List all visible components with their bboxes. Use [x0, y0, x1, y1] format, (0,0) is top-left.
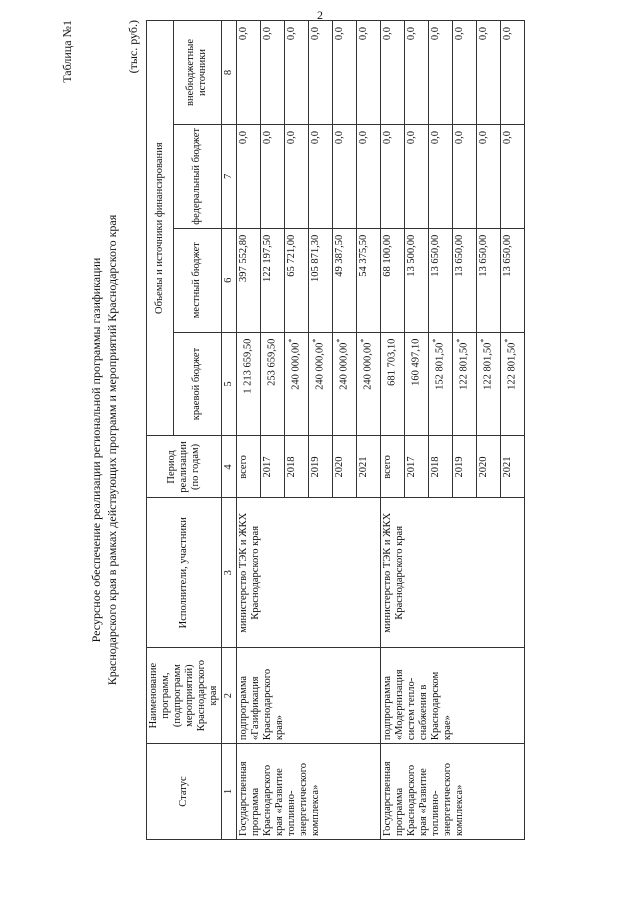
offbudget-cell — [357, 21, 381, 125]
footnote-asterisk: * — [479, 338, 488, 343]
offbudget-cell-value: 0,0 — [454, 27, 465, 41]
header-period: Период реализации (по годам) — [147, 436, 222, 498]
regional-budget-cell-value: 122 801,50 — [506, 342, 518, 390]
regional-budget-cell-value: 152 801,50 — [434, 342, 446, 390]
local-budget-cell — [381, 228, 405, 332]
column-number: 1 — [222, 744, 237, 840]
federal-budget-cell-value: 0,0 — [310, 130, 321, 145]
unit-label: (тыс. руб.) — [126, 20, 140, 74]
footnote-asterisk: * — [287, 338, 296, 343]
document-title — [88, 20, 120, 880]
table-row — [237, 21, 261, 840]
offbudget-cell — [477, 21, 501, 125]
federal-budget-cell — [357, 124, 381, 228]
period-cell-value: 2018 — [430, 456, 441, 478]
local-budget-cell — [237, 228, 261, 332]
period-cell-value: 2017 — [262, 456, 273, 478]
regional-budget-cell-value: 681 703,10 — [386, 338, 398, 386]
regional-budget-cell — [429, 332, 453, 436]
federal-budget-cell — [405, 124, 429, 228]
header-volumes: Объемы и источники финансирования — [147, 21, 174, 436]
offbudget-cell — [429, 21, 453, 125]
local-budget-cell — [501, 228, 525, 332]
offbudget-cell — [309, 21, 333, 125]
local-budget-cell-value: 54 375,50 — [358, 234, 369, 277]
column-number: 7 — [222, 124, 237, 228]
header-regional: краевой бюджет — [173, 332, 221, 436]
header-local: местный бюджет — [173, 228, 221, 332]
offbudget-cell-value: 0,0 — [406, 27, 417, 41]
offbudget-cell-value: 0,0 — [358, 27, 369, 41]
period-cell-value: 2018 — [286, 456, 297, 478]
footnote-asterisk: * — [503, 338, 512, 343]
offbudget-cell — [285, 21, 309, 125]
federal-budget-cell — [477, 124, 501, 228]
offbudget-cell-value: 0,0 — [262, 27, 273, 41]
offbudget-cell — [501, 21, 525, 125]
program-name-cell: подпрограмма «Модернизация систем тепло-снабжения в Краснодарском крае» — [381, 648, 525, 744]
column-number: 4 — [222, 436, 237, 498]
program-name-cell: подпрограмма «Газификация Краснодарского края» — [237, 648, 381, 744]
federal-budget-cell — [453, 124, 477, 228]
regional-budget-cell-value: 253 659,50 — [266, 338, 278, 386]
footnote-asterisk: * — [335, 338, 344, 343]
local-budget-cell — [261, 228, 285, 332]
local-budget-cell — [453, 228, 477, 332]
period-cell-value: всего — [382, 455, 393, 479]
page-number: 2 — [317, 8, 323, 22]
federal-budget-cell — [381, 124, 405, 228]
regional-budget-cell — [357, 332, 381, 436]
period-cell-value: 2017 — [406, 456, 417, 478]
local-budget-cell — [309, 228, 333, 332]
regional-budget-cell — [453, 332, 477, 436]
federal-budget-cell-value: 0,0 — [238, 130, 249, 145]
federal-budget-cell-value: 0,0 — [382, 130, 393, 145]
federal-budget-cell — [333, 124, 357, 228]
local-budget-cell — [429, 228, 453, 332]
footnote-asterisk: * — [431, 338, 440, 343]
period-cell — [309, 436, 333, 498]
footnote-asterisk: * — [311, 338, 320, 343]
local-budget-cell-value: 13 650,00 — [430, 234, 441, 277]
federal-budget-cell — [237, 124, 261, 228]
header-offbudget: внебюджетные источники — [173, 21, 221, 125]
period-cell — [285, 436, 309, 498]
local-budget-cell-value: 397 552,80 — [238, 234, 249, 283]
regional-budget-cell — [333, 332, 357, 436]
regional-budget-cell-value: 240 000,00 — [314, 342, 326, 390]
header-status: Статус — [147, 744, 222, 840]
regional-budget-cell-value: 240 000,00 — [362, 342, 374, 390]
title-line-1: Ресурсное обеспечение реализации региональной программы газификации — [89, 257, 103, 643]
regional-budget-cell — [477, 332, 501, 436]
period-cell — [237, 436, 261, 498]
federal-budget-cell-value: 0,0 — [478, 130, 489, 145]
footnote-asterisk: * — [359, 338, 368, 343]
federal-budget-cell — [501, 124, 525, 228]
local-budget-cell — [357, 228, 381, 332]
period-cell — [405, 436, 429, 498]
table-body — [237, 21, 525, 840]
status-cell: Государственная программа Краснодарского края «Развитие топливно-энергетического комплекса» — [237, 744, 381, 840]
offbudget-cell-value: 0,0 — [238, 27, 249, 41]
regional-budget-cell — [501, 332, 525, 436]
executor-cell: министерство ТЭК и ЖКХ Краснодарского края — [237, 498, 381, 648]
local-budget-cell-value: 105 871,30 — [310, 234, 321, 283]
local-budget-cell-value: 13 650,00 — [478, 234, 489, 277]
header-executors: Исполнители, участники — [147, 498, 222, 648]
regional-budget-cell — [405, 332, 429, 436]
regional-budget-cell — [237, 332, 261, 436]
period-cell-value: 2020 — [478, 456, 489, 478]
offbudget-cell-value: 0,0 — [478, 27, 489, 41]
period-cell-value: всего — [238, 455, 249, 479]
header-federal: федеральный бюджет — [173, 124, 221, 228]
local-budget-cell-value: 13 650,00 — [502, 234, 513, 277]
offbudget-cell-value: 0,0 — [430, 27, 441, 41]
header-name: Наименование программ, (подпрограмм мероприятий) Краснодарского края — [147, 648, 222, 744]
regional-budget-cell-value: 160 497,10 — [410, 338, 422, 386]
federal-budget-cell-value: 0,0 — [358, 130, 369, 145]
local-budget-cell — [285, 228, 309, 332]
local-budget-cell-value: 122 197,50 — [262, 234, 273, 283]
offbudget-cell — [333, 21, 357, 125]
period-cell — [357, 436, 381, 498]
offbudget-cell — [381, 21, 405, 125]
federal-budget-cell-value: 0,0 — [406, 130, 417, 145]
federal-budget-cell — [285, 124, 309, 228]
regional-budget-cell-value: 1 213 659,50 — [242, 338, 254, 394]
regional-budget-cell-value: 122 801,50 — [482, 342, 494, 390]
local-budget-cell-value: 13 650,00 — [454, 234, 465, 277]
period-cell — [381, 436, 405, 498]
federal-budget-cell-value: 0,0 — [430, 130, 441, 145]
offbudget-cell-value: 0,0 — [382, 27, 393, 41]
offbudget-cell — [237, 21, 261, 125]
offbudget-cell-value: 0,0 — [502, 27, 513, 41]
period-cell-value: 2021 — [502, 456, 513, 478]
regional-budget-cell — [309, 332, 333, 436]
regional-budget-cell — [261, 332, 285, 436]
offbudget-cell-value: 0,0 — [334, 27, 345, 41]
regional-budget-cell — [285, 332, 309, 436]
footnote-asterisk: * — [455, 338, 464, 343]
offbudget-cell — [405, 21, 429, 125]
column-number: 8 — [222, 21, 237, 125]
period-cell — [477, 436, 501, 498]
local-budget-cell-value: 13 500,00 — [406, 234, 417, 277]
table-row — [381, 21, 405, 840]
local-budget-cell-value: 68 100,00 — [382, 234, 393, 277]
column-number: 6 — [222, 228, 237, 332]
column-number: 2 — [222, 648, 237, 744]
federal-budget-cell-value: 0,0 — [262, 130, 273, 145]
federal-budget-cell-value: 0,0 — [454, 130, 465, 145]
column-number-row — [222, 21, 237, 840]
period-cell — [333, 436, 357, 498]
column-number: 5 — [222, 332, 237, 436]
period-cell-value: 2019 — [310, 456, 321, 478]
title-line-2: Краснодарского края в рамках действующих программ и мероприятий Краснодарского края — [105, 214, 119, 686]
period-cell-value: 2020 — [334, 456, 345, 478]
executor-cell: министерство ТЭК и ЖКХ Краснодарского края — [381, 498, 525, 648]
offbudget-cell-value: 0,0 — [286, 27, 297, 41]
federal-budget-cell-value: 0,0 — [286, 130, 297, 145]
period-cell — [261, 436, 285, 498]
offbudget-cell-value: 0,0 — [310, 27, 321, 41]
period-cell — [429, 436, 453, 498]
status-cell: Государственная программа Краснодарского края «Развитие топливно-энергетического комплекса» — [381, 744, 525, 840]
regional-budget-cell-value: 240 000,00 — [338, 342, 350, 390]
federal-budget-cell — [309, 124, 333, 228]
local-budget-cell — [477, 228, 501, 332]
period-cell-value: 2021 — [358, 456, 369, 478]
regional-budget-cell-value: 122 801,50 — [458, 342, 470, 390]
table-label: Таблица №1 — [60, 20, 74, 83]
local-budget-cell — [405, 228, 429, 332]
local-budget-cell-value: 65 721,00 — [286, 234, 297, 277]
federal-budget-cell — [429, 124, 453, 228]
regional-budget-cell-value: 240 000,00 — [290, 342, 302, 390]
local-budget-cell-value: 49 387,50 — [334, 234, 345, 277]
federal-budget-cell-value: 0,0 — [502, 130, 513, 145]
offbudget-cell — [453, 21, 477, 125]
financing-table — [146, 20, 525, 840]
period-cell-value: 2019 — [454, 456, 465, 478]
period-cell — [501, 436, 525, 498]
local-budget-cell — [333, 228, 357, 332]
column-number: 3 — [222, 498, 237, 648]
period-cell — [453, 436, 477, 498]
offbudget-cell — [261, 21, 285, 125]
regional-budget-cell — [381, 332, 405, 436]
federal-budget-cell-value: 0,0 — [334, 130, 345, 145]
rotated-page-content — [60, 20, 580, 880]
federal-budget-cell — [261, 124, 285, 228]
